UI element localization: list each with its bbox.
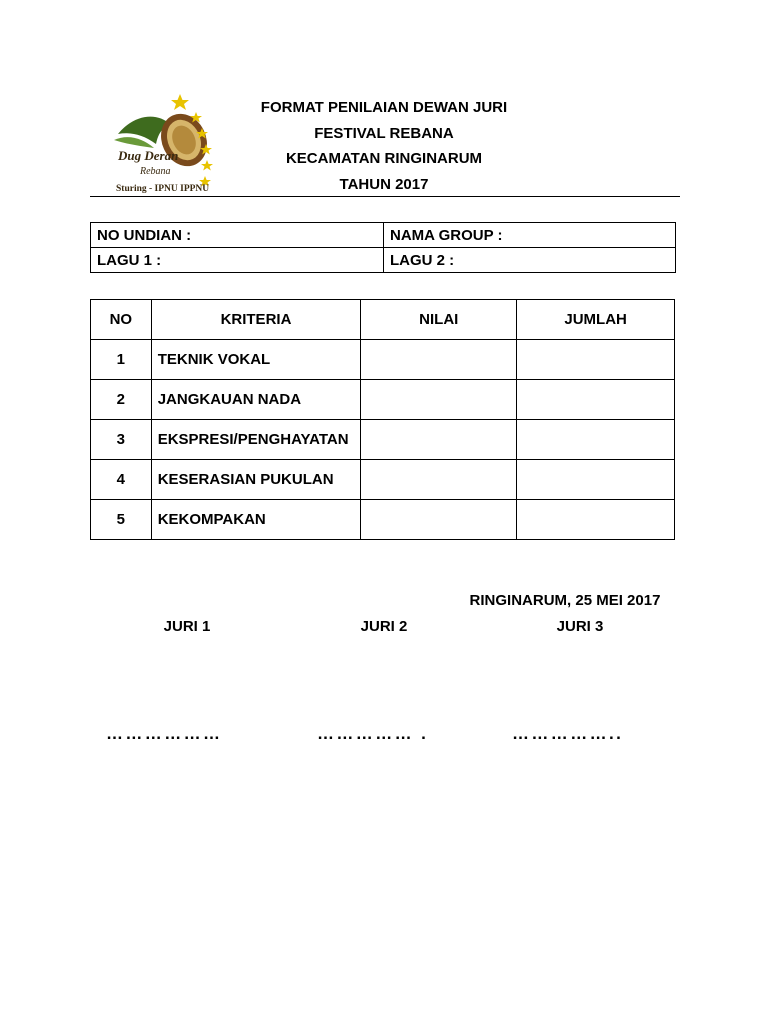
header-event: FESTIVAL REBANA [314, 124, 454, 142]
nilai-cell[interactable] [361, 500, 517, 540]
juri-1-label: JURI 1 [163, 618, 211, 635]
table-row [91, 500, 675, 540]
row-kriteria: EKSPRESI/PENGHAYATAN [151, 420, 361, 460]
header-district: KECAMATAN RINGINARUM [285, 150, 483, 167]
juri-3-label: JURI 3 [556, 618, 604, 635]
jumlah-cell[interactable] [517, 460, 675, 500]
row-no: 1 [91, 340, 152, 380]
jumlah-cell[interactable] [517, 340, 675, 380]
logo-text-2: Rebana [140, 166, 171, 177]
row-kriteria: JANGKAUAN NADA [151, 380, 361, 420]
row-no: 4 [91, 460, 152, 500]
nilai-cell[interactable] [361, 340, 517, 380]
row-kriteria: KEKOMPAKAN [151, 500, 361, 540]
jumlah-cell[interactable] [517, 380, 675, 420]
header-year: TAHUN 2017 [339, 175, 429, 193]
no-undian-field[interactable]: NO UNDIAN : [91, 223, 384, 248]
juri-1-signature-line[interactable]: ……………… [106, 724, 223, 743]
nilai-cell[interactable] [361, 380, 517, 420]
info-row [91, 223, 676, 248]
table-row [91, 460, 675, 500]
header-kriteria: KRITERIA [151, 300, 361, 340]
table-row [91, 380, 675, 420]
nilai-cell[interactable] [361, 460, 517, 500]
logo-text-1: Dug Deran [118, 148, 179, 163]
row-no: 3 [91, 420, 152, 460]
juri-2-label: JURI 2 [360, 618, 408, 635]
header-nilai: NILAI [361, 300, 517, 340]
logo-text-3: Sturing - IPNU IPPNU [116, 184, 210, 194]
juri-3-signature-line[interactable]: …………….. [512, 724, 624, 743]
row-kriteria: KESERASIAN PUKULAN [151, 460, 361, 500]
header-no: NO [91, 300, 152, 340]
header-divider [90, 196, 680, 197]
jumlah-cell[interactable] [517, 420, 675, 460]
nama-group-field[interactable]: NAMA GROUP : [384, 223, 676, 248]
nilai-cell[interactable] [361, 420, 517, 460]
lagu1-field[interactable]: LAGU 1 : [91, 248, 384, 273]
document-header [200, 95, 568, 197]
place-date: RINGINARUM, 25 MEI 2017 [469, 592, 661, 609]
info-row [91, 248, 676, 273]
row-kriteria: TEKNIK VOKAL [151, 340, 361, 380]
participant-info-table [90, 222, 676, 273]
header-jumlah: JUMLAH [517, 300, 675, 340]
jumlah-cell[interactable] [517, 500, 675, 540]
table-row [91, 420, 675, 460]
header-title: FORMAT PENILAIAN DEWAN JURI [260, 99, 508, 116]
row-no: 5 [91, 500, 152, 540]
table-row [91, 340, 675, 380]
row-no: 2 [91, 380, 152, 420]
criteria-table [90, 299, 675, 540]
juri-2-signature-line[interactable]: …………… . [317, 724, 429, 743]
lagu2-field[interactable]: LAGU 2 : [384, 248, 676, 273]
table-header-row [91, 300, 675, 340]
